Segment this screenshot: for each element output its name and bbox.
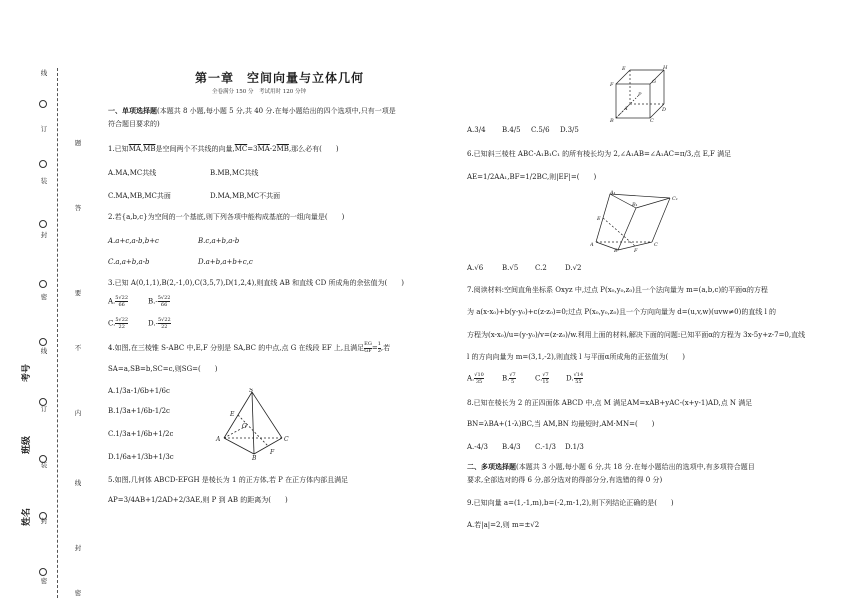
section2-heading-line2: 要求,全部选对的得 6 分,部分选对的得部分分,有选错的得 0 分): [467, 476, 663, 484]
q4-option-d: D.1/6a+1/3b+1/3c: [108, 453, 174, 461]
q8-line1: 8.已知在棱长为 2 的正四面体 ABCD 中,点 M 满足AM=xAB+yAC-(x+y-1)AD,点 N 满足: [467, 399, 753, 407]
binding-hole-circle: [39, 338, 47, 346]
q4-label-c: C: [284, 436, 289, 443]
q4-label-e: E: [230, 411, 235, 418]
q5-stem-line2: AP=3/4AB+1/2AD+2/3AE,则 P 到 AB 的距离为( ): [108, 496, 288, 504]
q5-option-c: C.5/6: [531, 126, 550, 134]
q7-line4: l 的方向向量为 m=(3,1,-2),则直线 l 与平面α所成角的正弦值为( ): [467, 353, 685, 361]
q1-option-c: C.MA,MB,MC共面: [108, 192, 171, 200]
q6-label-b: B: [614, 248, 618, 252]
q4-option-c: C.1/3a+1/6b+1/2c: [108, 430, 174, 438]
binding-inner-label: 要: [74, 289, 82, 297]
q7-option-a: A. $\frac{√10}{35}$: [467, 372, 484, 385]
q5-cube-figure: [608, 64, 668, 122]
binding-field-label: 班级: [22, 436, 32, 455]
q7-option-b: B. $\frac{√7}{5}$: [502, 372, 516, 385]
q6-label-c: C: [654, 242, 658, 248]
q4-label-b: B: [252, 455, 257, 460]
binding-inner-label: 答: [74, 204, 82, 212]
q3-option-c: C. $\frac{5√22}{22}$: [108, 317, 129, 330]
q6-option-a: A.√6: [467, 264, 484, 272]
q6-stem-line2: AE=1/2AA₁,BF=1/2BC,则|EF|=( ): [467, 173, 597, 181]
q2-option-c: C.a,a+b,a-b: [108, 258, 150, 266]
q1-option-a: A.MA,MC共线: [108, 169, 157, 177]
q9-option-a: A.若|a|=2,则 m=±√2: [467, 521, 540, 529]
q3-option-d: D.- $\frac{5√22}{22}$: [148, 317, 171, 330]
q5-label-b: B: [610, 118, 614, 122]
q5-option-d: D.3/5: [560, 126, 579, 134]
binding-inner-label: 内: [74, 409, 82, 417]
q5-label-p: P: [638, 92, 642, 98]
q5-option-a: A.3/4: [467, 126, 486, 134]
q8-option-c: C.-1/3: [535, 443, 556, 451]
q6-prism-figure: [590, 190, 690, 252]
binding-hole-circle: [39, 398, 47, 406]
exam-subtitle: 全卷满分 150 分 考试用时 120 分钟: [212, 89, 306, 95]
binding-hole-circle: [39, 512, 47, 520]
q1-option-d: D.MA,MB,MC不共面: [210, 192, 281, 200]
binding-outer-label: 订: [40, 405, 48, 413]
q7-line3: 方程为(x-x₀)/u=(y-y₀)/v=(z-z₀)/w.利用上面的材料,解决下面的问题:已知平面α的方程为 3x-5y+z-7=0,直线: [467, 331, 806, 339]
q5-label-c: C: [650, 118, 654, 122]
binding-hole-circle: [39, 568, 47, 576]
section1-heading: 一、单项选择题(本题共 8 小题,每小题 5 分,共 40 分.在每小题给出的四个选项中,只有一项是: [108, 107, 396, 115]
q5-label-e: E: [622, 66, 626, 72]
binding-dash-line: [57, 68, 58, 598]
binding-field-label: 姓名: [22, 508, 32, 527]
binding-inner-label: 线: [74, 479, 82, 487]
q4-label-g: G: [242, 423, 247, 430]
binding-outer-label: 装: [40, 177, 48, 185]
q5-label-g: G: [652, 79, 656, 85]
binding-hole-circle: [39, 160, 47, 168]
exam-title: 第一章 空间向量与立体几何: [195, 71, 365, 85]
q1-stem: 1.已知$\overline{MA},\overline{MB}$是空间两个不共线的向量$,\overline{MC}=3\overline{MA}-2\overline{MB}$,那么必有( ): [108, 145, 339, 153]
section1-heading-line2: 符合题目要求的): [108, 120, 160, 128]
binding-outer-label: 密: [40, 577, 48, 585]
binding-hole-circle: [39, 455, 47, 463]
q7-option-d: D. $\frac{√14}{55}$: [566, 372, 584, 385]
binding-inner-label: 不: [74, 344, 82, 352]
q6-stem-line1: 6.已知斜三棱柱 ABC-A₁B₁C₁ 的所有棱长均为 2,∠A₁AB=∠A₁AC=π/3,点 E,F 满足: [467, 150, 732, 158]
binding-hole-circle: [39, 280, 47, 288]
binding-inner-label: 封: [74, 544, 82, 552]
q7-line2: 为 a(x-x₀)+b(y-y₀)+c(z-z₀)=0;过点 P(x₀,y₀,z₀)且一个方向向量为 d=(u,v,w)(uvw≠0)的直线 l 的: [467, 308, 777, 316]
q6-label-e: E: [597, 216, 601, 222]
q5-label-h: H: [663, 65, 668, 71]
q7-option-c: C. $\frac{√7}{15}$: [535, 372, 549, 385]
q6-option-c: C.2: [535, 264, 547, 272]
q4-option-a: A.1/3a-1/6b+1/6c: [108, 387, 170, 395]
q5-label-d: D: [662, 107, 667, 113]
q4-label-s: S: [249, 388, 254, 394]
q8-option-d: D.1/3: [565, 443, 584, 451]
q5-option-b: B.4/5: [502, 126, 521, 134]
q3-option-b: B.- $\frac{5√22}{66}$: [148, 295, 171, 308]
q2-option-a: A.a+c,a-b,b+c: [108, 237, 159, 245]
q7-line1: 7.阅读材料:空间直角坐标系 Oxyz 中,过点 P(x₀,y₀,z₀)且一个法向量为 m=(a,b,c)的平面α的方程: [467, 286, 768, 294]
binding-outer-label: 密: [40, 293, 48, 301]
q4-label-a: A: [216, 436, 221, 443]
q3-stem: 3.已知 A(0,1,1),B(2,-1,0),C(3,5,7),D(1,2,4),则直线 AB 和直线 CD 所成角的余弦值为( ): [108, 279, 404, 287]
binding-margin: [0, 0, 95, 608]
binding-outer-label: 订: [40, 125, 48, 133]
q6-label-a1: A₁: [610, 190, 616, 196]
q8-line2: BN=λBA+(1-λ)BC,当 AM,BN 均最短时,AM·MN=( ): [467, 420, 655, 428]
q5-label-f: F: [610, 82, 614, 88]
q6-option-b: B.√5: [502, 264, 519, 272]
binding-inner-label: 题: [74, 139, 82, 147]
q9-stem: 9.已知向量 a=(1,-1,m),b=(-2,m-1,2),则下列结论正确的是( ): [467, 499, 674, 507]
q5-label-a: A: [624, 106, 628, 112]
q4-tetrahedron-figure: [212, 388, 292, 460]
binding-outer-label: 封: [40, 231, 48, 239]
q6-option-d: D.√2: [565, 264, 582, 272]
q6-label-f: F: [634, 248, 638, 252]
binding-outer-label: 封: [40, 517, 48, 525]
binding-outer-label: 线: [40, 69, 48, 77]
q8-option-b: B.4/3: [502, 443, 521, 451]
q2-stem: 2.若{a,b,c}为空间的一个基底,则下列各项中能构成基底的一组向量是( ): [108, 213, 345, 221]
q4-stem-line2: SA=a,SB=b,SC=c,则SG=( ): [108, 365, 218, 373]
binding-inner-label: 密: [74, 589, 82, 597]
q6-label-a: A: [590, 242, 594, 248]
q2-option-d: D.a+b,a+b+c,c: [198, 258, 253, 266]
q5-stem-line1: 5.如图,几何体 ABCD-EFGH 是棱长为 1 的正方体,若 P 在正方体内部且满足: [108, 476, 349, 484]
q6-label-c1: C₁: [672, 196, 678, 202]
q4-label-f: F: [270, 449, 275, 456]
binding-outer-label: 线: [40, 347, 48, 355]
q8-option-a: A.-4/3: [467, 443, 488, 451]
binding-hole-circle: [39, 220, 47, 228]
q6-label-b1: B₁: [632, 202, 638, 208]
q4-option-b: B.1/3a+1/6b-1/2c: [108, 407, 170, 415]
binding-field-label: 考号: [22, 364, 32, 383]
q1-option-b: B.MB,MC共线: [210, 169, 259, 177]
q4-stem-line1: 4.如图,在三棱锥 S-ABC 中,E,F 分别是 SA,BC 的中点,点 G 在线段 EF 上,且满足 $\frac{EG}{GF}$ = $\frac{1}{2}$ ,若: [108, 341, 391, 354]
section2-heading: 二、多项选择题(本题共 3 小题,每小题 6 分,共 18 分.在每小题给出的选项中,有多项符合题目: [467, 463, 755, 471]
q2-option-b: B.c,a+b,a-b: [198, 237, 240, 245]
binding-outer-label: 装: [40, 461, 48, 469]
q3-option-a: A. $\frac{5√22}{66}$: [108, 295, 129, 308]
binding-hole-circle: [39, 100, 47, 108]
